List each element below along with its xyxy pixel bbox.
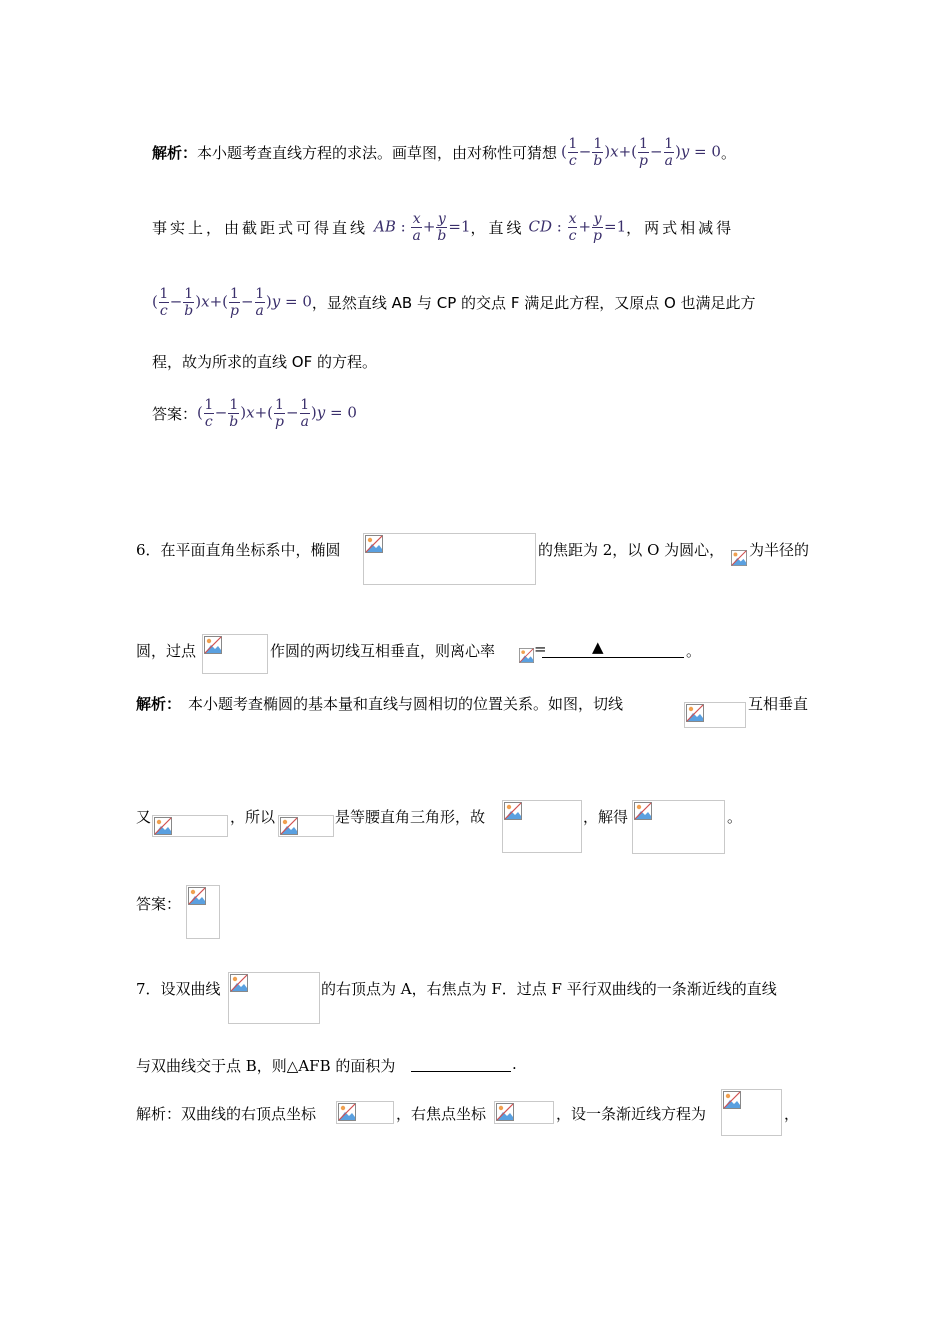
formula-image (336, 1101, 394, 1124)
sec5-line-2-c: ，两式相减得 (626, 218, 735, 237)
sec6-line-2-b: 作圆的两切线互相垂直，则离心率 (270, 642, 496, 660)
sec7-line-2-end: . (512, 1055, 517, 1073)
broken-image-icon (504, 802, 522, 820)
sec6-line-3-text: 本小题考查椭圆的基本量和直线与圆相切的位置关系。如图，切线 (188, 695, 624, 713)
sec6-line-1-c: 为半径的 (749, 541, 810, 559)
broken-image-icon (686, 704, 704, 722)
sec6-line-3-end: 互相垂直 (748, 695, 809, 713)
formula-guess: ( $\frac{1}{c}$ − $\frac{1}{b}$ )x+( $\frac{1}{p}$ − $\frac{1}{a}$ )y = 0 (561, 135, 721, 169)
answer-blank (411, 1071, 511, 1072)
sec6-line-1-a: 6．在平面直角坐标系中，椭圆 (136, 541, 341, 559)
formula-image (363, 533, 536, 585)
formula-image (721, 1089, 782, 1136)
formula-image (494, 1101, 554, 1124)
answer-label: 答案： (136, 895, 182, 913)
broken-image-icon (204, 636, 222, 654)
sec5-line-1-end: 。 (720, 143, 736, 162)
sec5-line-2 (152, 207, 734, 247)
formula-image (202, 634, 268, 674)
broken-image-icon (154, 817, 172, 835)
broken-image-icon (519, 648, 534, 663)
formula-image (684, 702, 746, 728)
sec5-line-4 (152, 349, 377, 373)
sec6-line-4-d: ，解得 (583, 808, 629, 826)
sec5-answer (152, 393, 357, 433)
sec6-line-2-a: 圆，过点 (136, 642, 197, 660)
sec6-line-2-end: 。 (686, 642, 702, 660)
broken-image-icon (230, 974, 248, 992)
formula-cd: CD : $\frac{x}{c}$ + $\frac{y}{p}$ =1 (528, 210, 627, 244)
equals-sign: = (534, 640, 547, 658)
answer-label: 答案： (152, 404, 198, 423)
sec5-line-2-a: 事实上，由截距式可得直线 (152, 218, 369, 237)
sec5-line-3-text: ，显然直线 AB 与 CP 的交点 F 满足此方程，又原点 O 也满足此方 (311, 293, 756, 312)
analysis-label: 解析： (152, 143, 198, 162)
sec7-line-3-b: ，右焦点坐标 (396, 1105, 487, 1123)
broken-image-icon (188, 887, 206, 905)
broken-image-icon (731, 550, 747, 566)
formula-image (731, 550, 748, 568)
sec6-line-4-b: ，所以 (230, 808, 276, 826)
formula-image (228, 972, 320, 1024)
broken-image-icon (496, 1103, 514, 1121)
triangle-marker: ▲ (592, 638, 604, 656)
broken-image-icon (723, 1091, 741, 1109)
sec5-line-3 (152, 282, 756, 322)
broken-image-icon (634, 802, 652, 820)
formula-answer: ( $\frac{1}{c}$ − $\frac{1}{b}$ )x+( $\frac{1}{p}$ − $\frac{1}{a}$ )y = 0 (197, 396, 357, 430)
broken-image-icon (280, 817, 298, 835)
formula-image (186, 885, 220, 939)
formula-image (502, 800, 582, 853)
formula-image (632, 800, 725, 854)
sec7-line-2-a: 与双曲线交于点 B，则△AFB 的面积为 (136, 1057, 396, 1075)
sec6-line-4-end: 。 (727, 808, 743, 826)
sec6-line-4-c: 是等腰直角三角形，故 (335, 808, 486, 826)
sec7-line-1-a: 7．设双曲线 (136, 980, 221, 998)
sec5-line-4-text: 程，故为所求的直线 OF 的方程。 (152, 352, 377, 371)
formula-of: ( $\frac{1}{c}$ − $\frac{1}{b}$ )x+( $\frac{1}{p}$ − $\frac{1}{a}$ )y = 0 (152, 285, 312, 319)
broken-image-icon (365, 535, 383, 553)
broken-image-icon (338, 1103, 356, 1121)
answer-blank (542, 657, 684, 658)
sec5-line-1 (152, 132, 736, 172)
formula-image (152, 815, 228, 837)
sec7-line-3-end: ， (784, 1105, 800, 1123)
sec5-line-2-b: ，直线 (470, 218, 525, 237)
formula-image (278, 815, 334, 837)
sec7-line-3-c: ，设一条渐近线方程为 (556, 1105, 707, 1123)
formula-ab: AB : $\frac{x}{a}$ + $\frac{y}{b}$ =1 (374, 210, 471, 244)
sec6-line-1-b: 的焦距为 2，以 O 为圆心， (538, 541, 725, 559)
sec6-line-4-a: 又 (136, 808, 152, 826)
sec5-line-1-text: 本小题考查直线方程的求法。画草图，由对称性可猜想 (197, 143, 558, 162)
formula-image (519, 648, 535, 664)
analysis-label: 解析： (136, 695, 182, 713)
sec7-line-3-a: 解析：双曲线的右顶点坐标 (136, 1105, 317, 1123)
sec7-line-1-b: 的右顶点为 A，右焦点为 F．过点 F 平行双曲线的一条渐近线的直线 (321, 980, 777, 998)
